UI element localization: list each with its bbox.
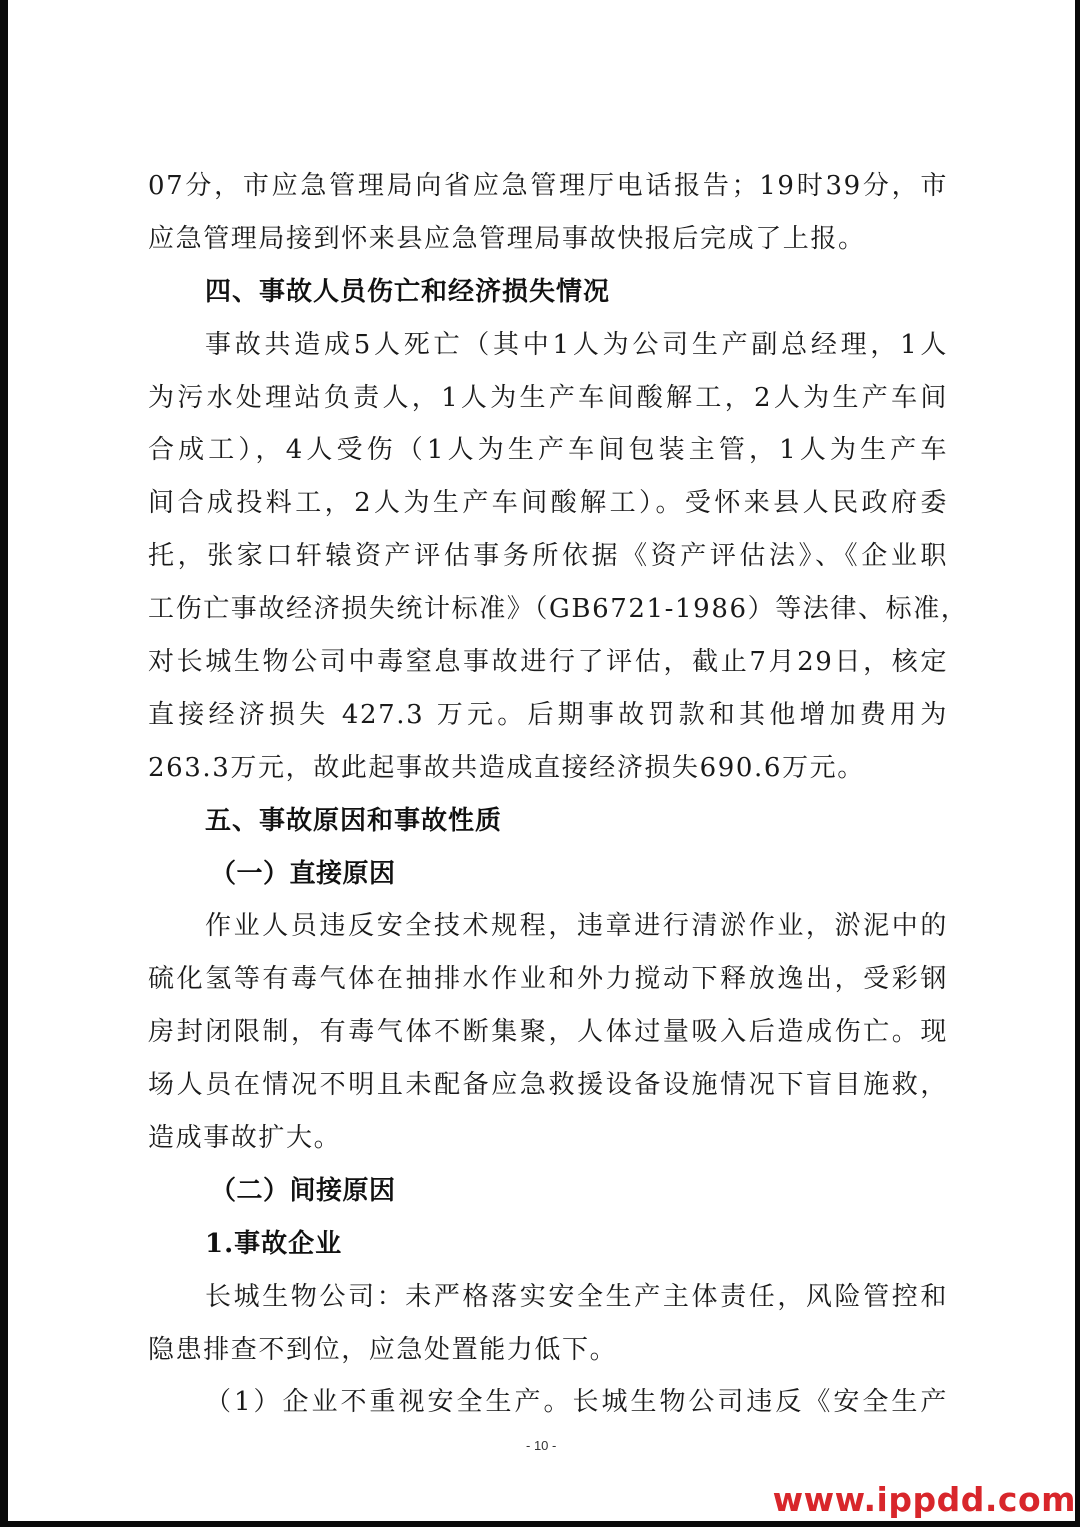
- section-heading: 五、事故原因和事故性质: [205, 805, 503, 836]
- paragraph-line: 托，张家口轩辕资产评估事务所依据《资产评估法》、《企业职: [148, 541, 948, 572]
- paragraph-line: 隐患排查不到位，应急处置能力低下。: [148, 1334, 618, 1365]
- paragraph-line: 合成工），4人受伤（1人为生产车间包装主管，1人为生产车: [148, 435, 948, 466]
- paragraph-line: 应急管理局接到怀来县应急管理局事故快报后完成了上报。: [148, 223, 866, 254]
- scan-edge: [1075, 0, 1080, 1527]
- paragraph-line: 造成事故扩大。: [148, 1123, 342, 1154]
- paragraph-line: （1）企业不重视安全生产。长城生物公司违反《安全生产: [205, 1387, 948, 1418]
- section-heading: 四、事故人员伤亡和经济损失情况: [205, 276, 611, 307]
- page-number: - 10 -: [526, 1438, 557, 1453]
- paragraph-line: 间合成投料工，2人为生产车间酸解工）。受怀来县人民政府委: [148, 488, 948, 519]
- paragraph-line: 长城生物公司：未严格落实安全生产主体责任，风险管控和: [205, 1281, 948, 1312]
- subsection-heading: （一）直接原因: [210, 858, 396, 889]
- numbered-heading: 1.事故企业: [205, 1228, 343, 1259]
- paragraph-line: 263.3万元，故此起事故共造成直接经济损失690.6万元。: [148, 752, 865, 783]
- subsection-heading: （二）间接原因: [210, 1175, 396, 1206]
- paragraph-line: 事故共造成5人死亡（其中1人为公司生产副总经理，1人: [205, 329, 948, 360]
- paragraph-line: 硫化氢等有毒气体在抽排水作业和外力搅动下释放逸出，受彩钢: [148, 964, 948, 995]
- paragraph-line: 07分，市应急管理局向省应急管理厅电话报告；19时39分，市: [148, 171, 948, 201]
- paragraph-line: 房封闭限制，有毒气体不断集聚，人体过量吸入后造成伤亡。现: [148, 1017, 948, 1048]
- watermark-text: www.ippdd.com: [772, 1480, 1076, 1519]
- paragraph-line: 工伤亡事故经济损失统计标准》（GB6721-1986）等法律、标准，: [148, 594, 969, 625]
- paragraph-line: 直接经济损失 427.3 万元。后期事故罚款和其他增加费用为: [148, 699, 948, 730]
- document-page: [8, 0, 1075, 1521]
- paragraph-line: 为污水处理站负责人，1人为生产车间酸解工，2人为生产车间: [148, 382, 948, 413]
- paragraph-line: 对长城生物公司中毒窒息事故进行了评估，截止7月29日，核定: [148, 647, 948, 678]
- paragraph-line: 作业人员违反安全技术规程，违章进行清淤作业，淤泥中的: [205, 911, 948, 942]
- paragraph-line: 场人员在情况不明且未配备应急救援设备设施情况下盲目施救，: [148, 1070, 948, 1101]
- document-body: [148, 160, 969, 1429]
